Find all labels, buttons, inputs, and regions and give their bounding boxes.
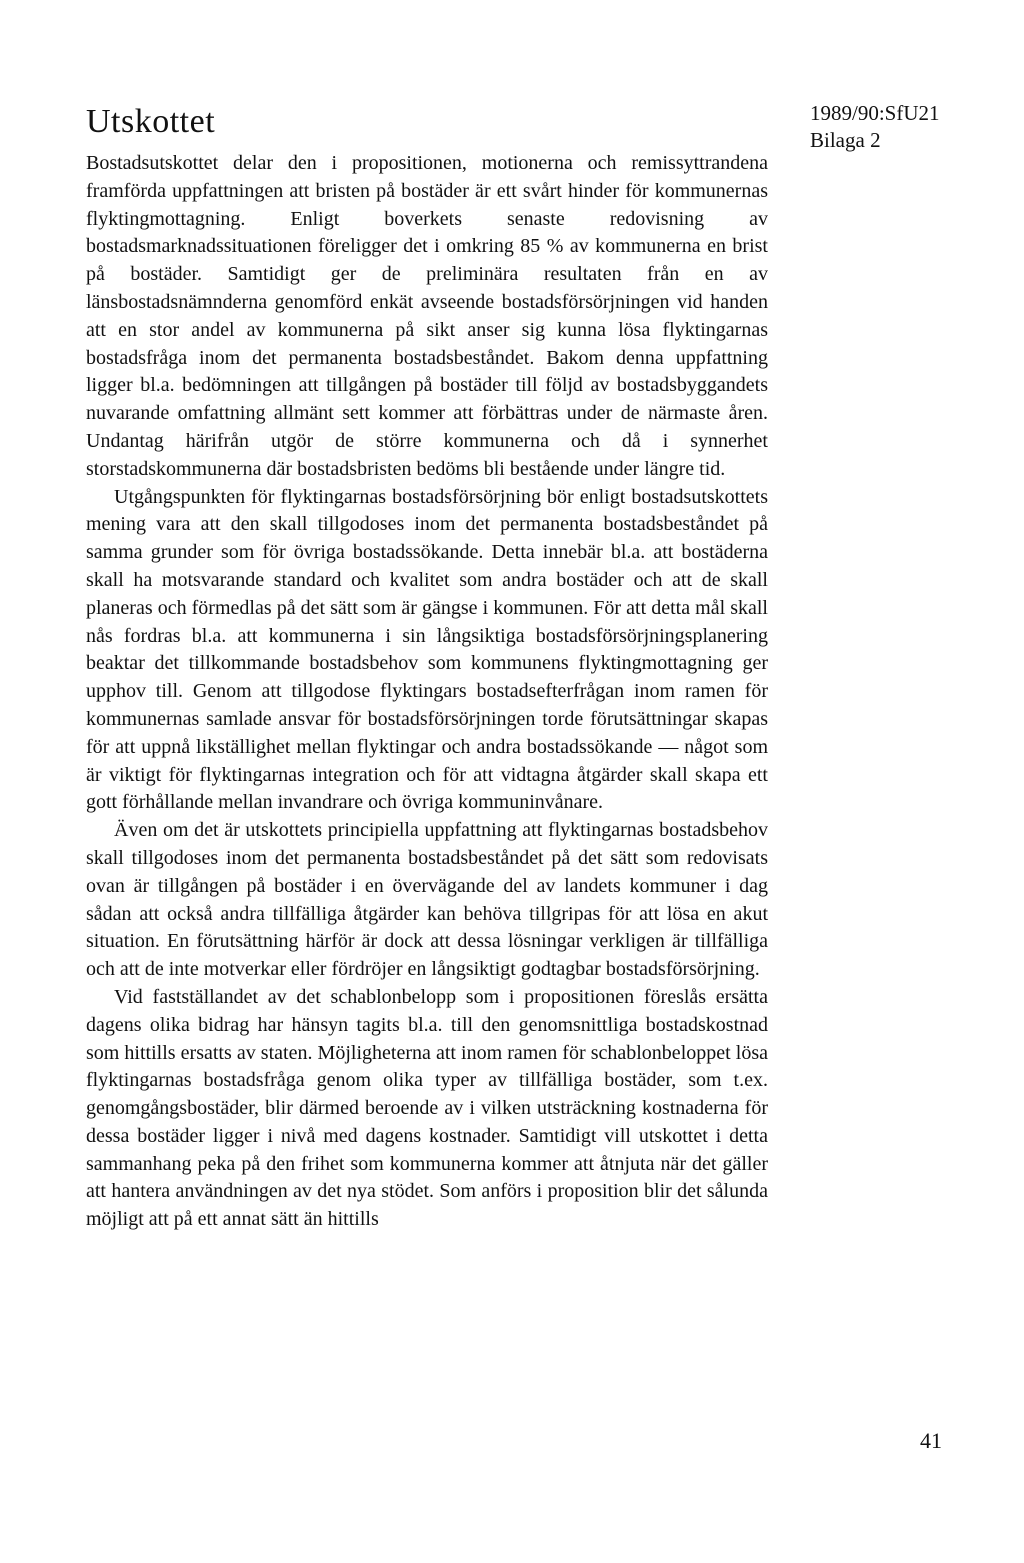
paragraph-4: Vid fastställandet av det schablonbelopp som i propositionen föreslås ersätta dagens olika bidrag har hänsyn tagits bl.a. till den genomsnittliga bostadskostnad som hittills ersatts av staten. Möjligheterna att inom ramen för schablonbeloppet lösa flyktingarnas bostadsfråga genom olika typer av tillfälliga bostäder, som t.ex. genomgångsbostäder, blir därmed beroende av i vilken utsträckning kostnaderna för dessa bostäder ligger i nivå med dagens kostnader. Samtidigt vill utskottet i detta sammanhang peka på den frihet som kommunerna kommer att åtnjuta när det gäller att hantera användningen av det nya stödet. Som anförs i proposition blir det sålunda möjligt att på ett annat sätt än hittills (86, 985, 768, 1231)
document-reference (810, 100, 940, 154)
paragraph-2: Utgångspunkten för flyktingarnas bostadsförsörjning bör enligt bostadsutskottets mening vara att den skall tillgodoses inom det permanenta bostadsbeståndet på samma grunder som för övriga bostadssökande. Detta innebär bl.a. att bostäderna skall ha motsvarande standard och kvalitet som andra bostäder och att de skall planeras och förmedlas på det sätt som är gängse i kommunen. För att detta mål skall nås fordras bl.a. att kommunerna i sin långsiktiga bostadsförsörjningsplanering beaktar det tillkommande bostadsbehov som kommunens flyktingmottagning ger upphov till. Genom att tillgodose flyktingars bostadsefterfrågan inom ramen för kommunernas samlade ansvar för bostadsförsörjningen torde förutsättningar skapas för att uppnå likställighet mellan flyktingar och andra bostadssökande — något som är viktigt för flyktingarnas integration och för att vidtagna åtgärder skall skapa ett gott förhållande mellan invandrare och övriga kommuninvånare. (86, 485, 768, 814)
appendix-label: Bilaga 2 (810, 128, 881, 152)
paragraph-1: Bostadsutskottet delar den i propositionen, motionerna och remissyttrandena framförda uppfattningen att bristen på bostäder är ett svårt hinder för kommunernas flyktingmottagning. Enligt boverkets senaste redovisning av bostadsmarknadssituationen föreligger det i omkring 85 % av kommunerna en brist på bostäder. Samtidigt ger de preliminära resultaten från en av länsbostadsnämnderna genomförd enkät avseende bostadsförsörjningen vid handen att en stor andel av kommunerna på sikt anser sig kunna lösa flyktingarnas bostadsfråga inom det permanenta bostadsbeståndet. Bakom denna uppfattning ligger bl.a. bedömningen att tillgången på bostäder till följd av bostadsbyggandets nuvarande omfattning allmänt sett kommer att förbättras under de närmaste åren. Undantag härifrån utgör de större kommunerna och då i synnerhet storstadskommunerna där bostadsbristen bedöms bli bestående under längre tid. (86, 152, 768, 480)
body-text (86, 150, 768, 1234)
document-number: 1989/90:SfU21 (810, 101, 940, 125)
paragraph-3: Även om det är utskottets principiella uppfattning att flyktingarnas bostadsbehov skall tillgodoses inom det permanenta bostadsbeståndet på det sätt som redovisats ovan är tillgången på bostäder i en övervägande del av landets kommuner i dag sådan att också andra tillfälliga åtgärder kan behöva tillgripas för att lösa en akut situation. En förutsättning härför är dock att dessa lösningar verkligen är tillfälliga och att de inte motverkar eller fördröjer en långsiktigt godtagbar bostadsförsörjning. (86, 819, 768, 981)
section-heading: Utskottet (86, 103, 216, 140)
page-number: 41 (920, 1428, 942, 1453)
